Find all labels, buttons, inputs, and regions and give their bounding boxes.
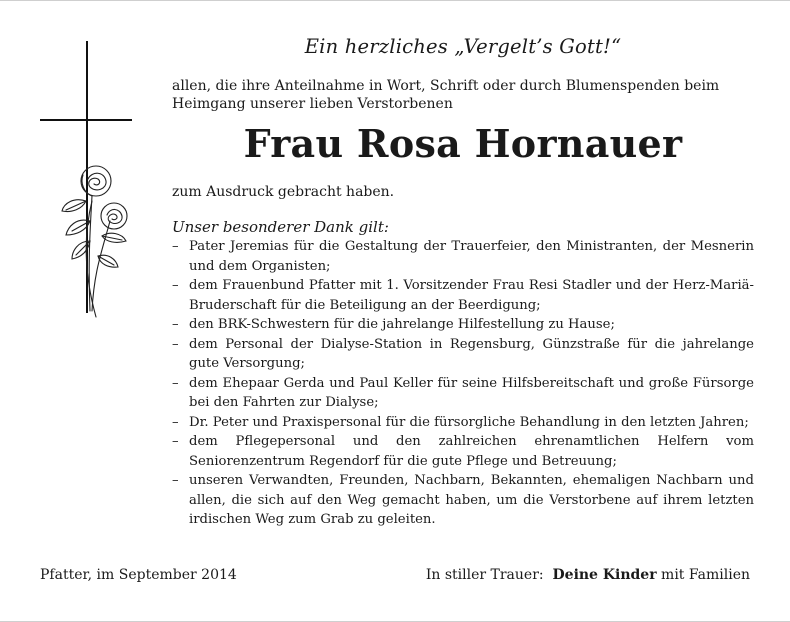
- list-item: [172, 276, 754, 315]
- list-item: [172, 471, 754, 530]
- dash-marker: –: [172, 278, 179, 293]
- dash-marker: –: [172, 434, 179, 449]
- list-item-text: dem Pflegepersonal und den zahlreichen ehrenamtlichen Helfern vom Seniorenzentrum Regendorf für die gute Pflege und Betreuung;: [189, 434, 754, 469]
- dash-marker: –: [172, 375, 179, 391]
- list-item-text: Pater Jeremias für die Gestaltung der Trauerfeier, den Ministranten, der Mesnerin und dem Organisten;: [189, 239, 754, 274]
- dash-marker: –: [172, 414, 179, 430]
- dash-marker: –: [172, 239, 179, 254]
- mourning-suffix: mit Familien: [661, 567, 750, 583]
- deceased-name: Frau Rosa Hornauer: [243, 121, 683, 166]
- mourning-prefix: In stiller Trauer:: [425, 567, 544, 583]
- list-item: [172, 237, 754, 276]
- dash-marker: –: [172, 317, 179, 332]
- thanks-heading: Unser besonderer Dank gilt:: [172, 218, 389, 236]
- list-item: [172, 315, 754, 335]
- list-item: [172, 413, 754, 433]
- mourning-signature: [426, 567, 750, 583]
- dash-marker: –: [172, 473, 179, 488]
- list-item-text: dem Ehepaar Gerda und Paul Keller für seine Hilfsbereitschaft und große Fürsorge bei den Fahrten zur Dialyse;: [189, 375, 754, 410]
- list-item: [172, 374, 754, 413]
- expressed-text: zum Ausdruck gebracht haben.: [172, 184, 395, 200]
- mourners: Deine Kinder: [552, 567, 657, 583]
- heading: Ein herzliches „Vergelt’s Gott!“: [304, 35, 622, 58]
- thanks-list: [172, 237, 754, 530]
- dash-marker: –: [172, 336, 179, 352]
- place-date: Pfatter, im September 2014: [40, 567, 237, 583]
- list-item-text: unseren Verwandten, Freunden, Nachbarn, Bekannten, ehemaligen Nachbarn und allen, die sich auf den Weg gemacht haben, um die Verstorbene auf ihrem letzten irdischen Weg zum Grab zu geleiten.: [189, 473, 754, 527]
- list-item: [172, 432, 754, 471]
- list-item: [172, 335, 754, 374]
- roses-icon: [52, 161, 142, 321]
- list-item-text: dem Frauenbund Pfatter mit 1. Vorsitzender Frau Resi Stadler und der Herz-Mariä-Bruderschaft für die Beteiligung an der Beerdigung;: [189, 278, 754, 313]
- list-item-text: den BRK-Schwestern für die jahrelange Hilfestellung zu Hause;: [189, 317, 615, 332]
- list-item-text: Dr. Peter und Praxispersonal für die fürsorgliche Behandlung in den letzten Jahren;: [189, 414, 749, 430]
- intro-text: allen, die ihre Anteilnahme in Wort, Schrift oder durch Blumenspenden beim Heimgang unserer lieben Verstorbenen: [172, 78, 720, 112]
- list-item-text: dem Personal der Dialyse-Station in Regensburg, Günzstraße für die jahrelange gute Versorgung;: [189, 336, 754, 371]
